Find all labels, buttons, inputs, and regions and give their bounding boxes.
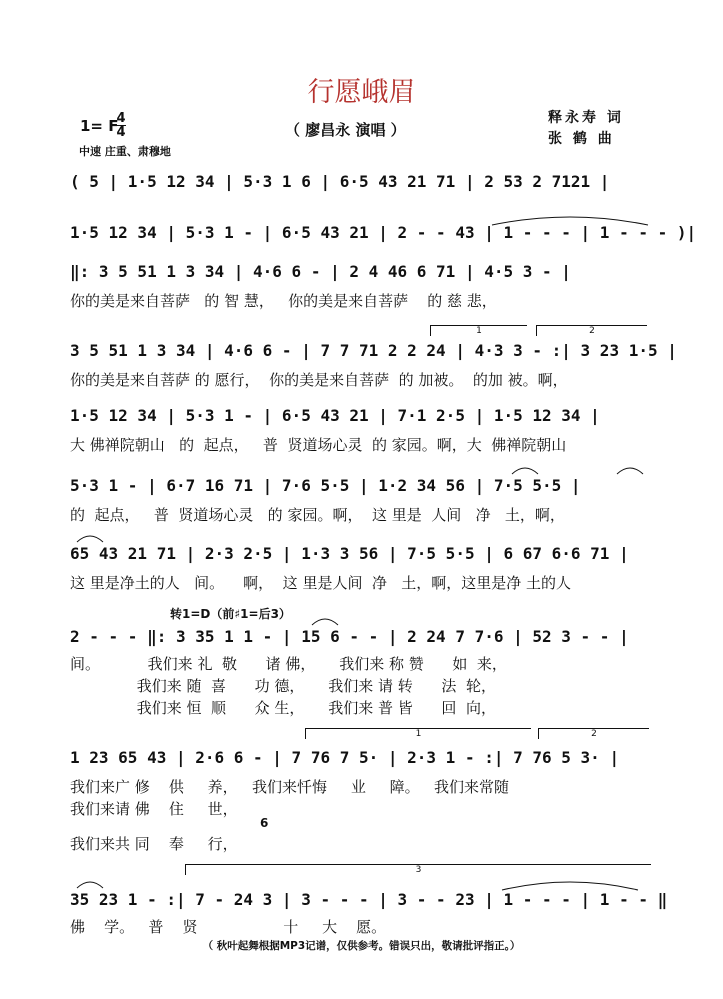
volta-2-bracket: 2 <box>538 728 649 739</box>
volta-1-bracket: 1 <box>430 325 527 336</box>
score-line-9 <box>70 748 660 858</box>
key-signature: 1= F <box>80 117 119 135</box>
lyric-line: 你的美是来自菩萨 的 愿行， 你的美是来自菩萨 的 加被。 的加 被。啊， <box>70 371 568 389</box>
notation-line: 3 5 51 1 3 34 | 4·6 6 - | 7 7 71 2 2 24 | 4·3 3 - :| 3 23 1·5 | <box>70 341 677 360</box>
lyricist-credit: 释永寿 词 <box>548 110 624 126</box>
time-signature <box>116 112 126 139</box>
lyric-line: 的 起点， 普 贤道场心灵 的 家园。啊， 这 里是 人间 净 土，啊， <box>70 506 565 524</box>
time-signature-bottom: 4 <box>116 125 126 140</box>
credits <box>548 108 624 150</box>
song-title: 行愿峨眉 <box>307 77 416 108</box>
time-signature-top: 4 <box>116 111 126 126</box>
volta-1-bracket: 1 <box>305 728 531 739</box>
notation-line: ‖: 3 5 51 1 3 34 | 4·6 6 - | 2 4 46 6 71 | 4·5 3 - | <box>70 262 571 281</box>
slur-arc <box>75 878 105 890</box>
score-line-7 <box>70 544 660 604</box>
lyric-line-verse-1: 我们来广 修 供 养， 我们来忏悔 业 障。 我们来常随 <box>70 778 509 796</box>
composer-credit: 张 鹤 曲 <box>548 131 615 147</box>
slur-arc <box>510 464 540 476</box>
tempo-marking: 中速 庄重、肃穆地 <box>79 145 171 158</box>
lyric-line: 这 里是净土的人 间。 啊， 这 里是人间 净 土，啊，这里是净 土的人 <box>70 574 572 592</box>
notation-line: 2 - - - ‖: 3 35 1 1 - | 15 6 - - | 2 24 7 7·6 | 52 3 - - | <box>70 627 629 646</box>
lyric-line-verse-3: 我们来 恒 顺 众 生， 我们来 普 皆 回 向， <box>70 699 496 717</box>
slur-arc <box>310 615 340 627</box>
slur-arc <box>75 532 105 544</box>
notation-line: 35 23 1 - :| 7 - 24 3 | 3 - - - | 3 - - 23 | 1 - - - | 1 - - ‖ <box>70 890 668 909</box>
lyric-line-verse-1: 间。 我们来 礼 敬 诸 佛， 我们来 称 赞 如 来， <box>70 655 507 673</box>
notation-line: ( 5 | 1·5 12 34 | 5·3 1 6 | 6·5 43 21 71 | 2 53 2 7121 | <box>70 172 610 191</box>
score-line-3 <box>70 262 660 322</box>
score-line-5 <box>70 406 660 466</box>
volta-3-bracket: 3 <box>185 864 651 875</box>
score-line-1 <box>70 172 660 202</box>
volta-2-bracket: 2 <box>536 325 647 336</box>
score-line-4 <box>70 341 677 401</box>
lyric-line-verse-2: 我们来 随 喜 功 德， 我们来 请 转 法 轮， <box>70 677 496 695</box>
notation-line: 1·5 12 34 | 5·3 1 - | 6·5 43 21 | 2 - - 43 | 1 - - - | 1 - - - )| <box>70 223 697 242</box>
score-line-2 <box>70 223 697 253</box>
notation-line: 1 23 65 43 | 2·6 6 - | 7 76 7 5· | 2·3 1 - :| 7 76 5 3· | <box>70 748 620 767</box>
note-marker: 6 <box>260 816 269 830</box>
lyric-line-verse-3: 我们来共 同 奉 行， <box>70 835 238 853</box>
lyric-line-verse-2: 我们来请 佛 住 世， <box>70 800 238 818</box>
score-line-6 <box>70 476 660 536</box>
notation-line: 1·5 12 34 | 5·3 1 - | 6·5 43 21 | 7·1 2·5 | 1·5 12 34 | <box>70 406 600 425</box>
tie-arc <box>490 213 650 227</box>
key-change-note: 转1=D（前♯1=后3） <box>170 607 291 621</box>
slur-arc <box>615 464 645 476</box>
lyric-line: 佛 学。 普 贤 十 大 愿。 <box>70 918 387 936</box>
lyric-line: 大 佛禅院朝山 的 起点， 普 贤道场心灵 的 家园。啊，大 佛禅院朝山 <box>70 436 567 454</box>
lyric-line: 你的美是来自菩萨 的 智 慧， 你的美是来自菩萨 的 慈 悲， <box>70 292 497 310</box>
tie-arc <box>500 878 640 892</box>
score-line-8 <box>70 627 660 717</box>
transcription-footnote: （ 秋叶起舞根据MP3记谱，仅供参考。错误只出，敬请批评指正。） <box>202 940 521 952</box>
notation-line: 65 43 21 71 | 2·3 2·5 | 1·3 3 56 | 7·5 5·5 | 6 67 6·6 71 | <box>70 544 629 563</box>
singer-credit: （ 廖昌永 演唱 ） <box>285 121 406 139</box>
notation-line: 5·3 1 - | 6·7 16 71 | 7·6 5·5 | 1·2 34 56 | 7·5 5·5 | <box>70 476 581 495</box>
score-line-10 <box>70 890 668 940</box>
